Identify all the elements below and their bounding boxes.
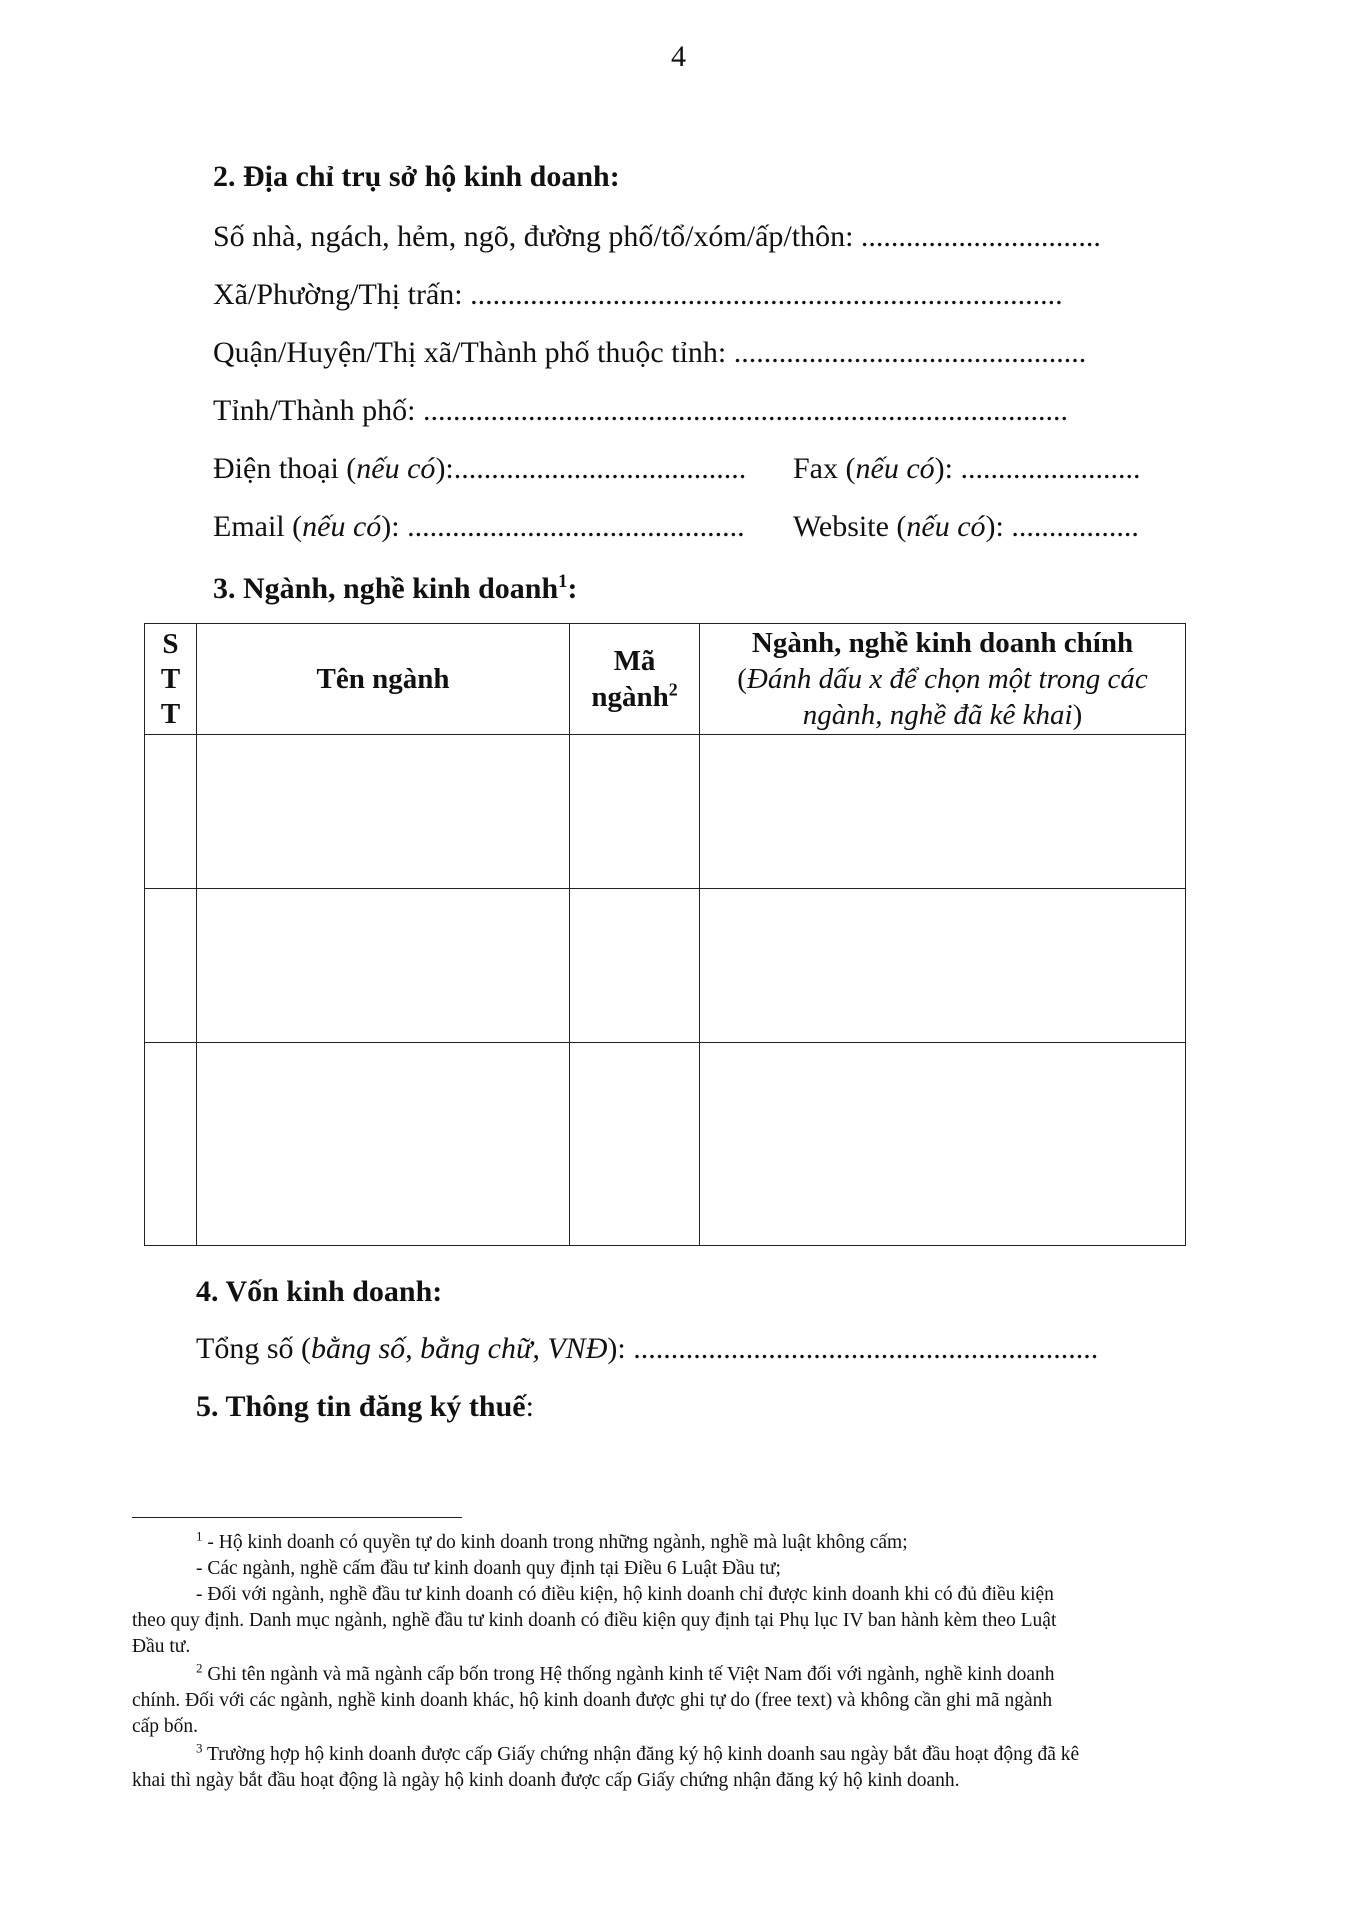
email-field[interactable]: ): ............................................. [381,510,745,543]
fax-optional: nếu có [855,452,935,485]
province-label: Tỉnh/Thành phố: [213,394,423,427]
cell-stt[interactable] [145,1043,197,1246]
footnote-1-line4: theo quy định. Danh mục ngành, nghề đầu tư kinh doanh có điều kiện quy định tại Phụ lục IV ban hành kèm theo Luật [132,1610,1057,1631]
table-row [145,889,1186,1043]
note-line2: ngành, nghề đã kê khai [802,699,1073,731]
section5-heading-text: 5. Thông tin đăng ký thuế [196,1390,526,1423]
email-label: Email ( [213,510,303,543]
footnote-ref-1[interactable]: 1 [558,571,568,592]
fax-field[interactable]: ): ........................ [934,452,1141,485]
paren-close: ) [1072,699,1083,731]
section3-heading [213,572,577,606]
cell-main[interactable] [700,889,1186,1043]
footnote-3-line1 [132,1742,1232,1768]
cell-name[interactable] [197,735,570,889]
district-label: Quận/Huyện/Thị xã/Thành phố thuộc tỉnh: [213,336,734,369]
phone-line [213,452,746,486]
ward-line [213,278,1063,312]
street-label: Số nhà, ngách, hẻm, ngõ, đường phố/tổ/xóm/ấp/thôn: [213,220,861,253]
stt-letter: T [160,697,181,730]
footnote-2-marker: 2 [196,1660,203,1676]
table-row [145,1043,1186,1246]
page-number: 4 [671,40,686,73]
stt-letter: T [160,662,181,695]
cell-stt[interactable] [145,889,197,1043]
capital-format-hint: bằng số, bằng chữ, VNĐ [311,1332,608,1365]
fax-label: Fax ( [793,452,856,485]
section4-heading: 4. Vốn kinh doanh: [196,1275,443,1308]
capital-label: Tổng số ( [196,1332,311,1365]
col-header-code-line2: ngành [591,681,669,713]
email-optional: nếu có [302,510,382,543]
col-header-main-line [700,624,1186,735]
footnote-3-marker: 3 [196,1740,203,1756]
street-line [213,220,1101,254]
district-field[interactable]: ............................................... [733,336,1087,369]
table-header-row [145,624,1186,735]
website-label: Website ( [793,510,907,543]
section3-heading-text: 3. Ngành, nghề kinh doanh [213,572,559,605]
footnote-3-line2: khai thì ngày bắt đầu hoạt động là ngày hộ kinh doanh được cấp Giấy chứng nhận đăng ký hộ kinh doanh. [132,1770,960,1791]
phone-label: Điện thoại ( [213,452,357,485]
footnote-text: Ghi tên ngành và mã ngành cấp bốn trong Hệ thống ngành kinh tế Việt Nam đối với ngành, nghề kinh doanh [202,1664,1055,1685]
cell-code[interactable] [570,1043,700,1246]
footnote-2-line1 [132,1662,1232,1688]
fax-line [793,452,1140,486]
note-line1: Đánh dấu x để chọn một trong các [746,663,1148,695]
capital-field[interactable]: .............................................................. [633,1332,1099,1365]
district-line [213,336,1086,370]
section5-heading [196,1390,534,1424]
cell-stt[interactable] [145,735,197,889]
section3-heading-colon: : [567,572,578,605]
col-header-name: Tên ngành [197,624,570,735]
phone-field[interactable]: ):....................................... [435,452,747,485]
footnote-1-line2: - Các ngành, nghề cấm đầu tư kinh doanh quy định tại Điều 6 Luật Đầu tư; [196,1558,781,1579]
phone-optional: nếu có [356,452,436,485]
col-header-stt [145,624,197,735]
province-line [213,394,1068,428]
footnote-1-marker: 1 [196,1528,203,1544]
section5-heading-colon: : [525,1390,534,1423]
col-header-code [570,624,700,735]
cell-code[interactable] [570,889,700,1043]
cell-main[interactable] [700,1043,1186,1246]
col-header-main-note-2 [700,697,1185,733]
section2-heading: 2. Địa chỉ trụ sở hộ kinh doanh: [213,160,620,193]
col-header-main-note-1 [700,661,1185,697]
stt-letter: S [162,627,179,660]
cell-main[interactable] [700,735,1186,889]
footnote-text: - Hộ kinh doanh có quyền tự do kinh doanh trong những ngành, nghề mà luật không cấm; [202,1532,908,1553]
business-lines-table [144,623,1186,1246]
website-optional: nếu có [906,510,986,543]
footnote-2-line3: cấp bốn. [132,1716,199,1737]
footnote-2-line2: chính. Đối với các ngành, nghề kinh doanh khác, hộ kinh doanh được ghi tự do (free text) và không cần ghi mã ngành [132,1690,1053,1711]
col-header-main-title: Ngành, nghề kinh doanh chính [751,627,1134,659]
cell-name[interactable] [197,1043,570,1246]
website-field[interactable]: ): ................. [985,510,1139,543]
website-line [793,510,1139,544]
ward-label: Xã/Phường/Thị trấn: [213,278,471,311]
cell-code[interactable] [570,735,700,889]
footnote-divider [132,1517,462,1518]
capital-line [196,1332,1098,1366]
footnote-1-line3: - Đối với ngành, nghề đầu tư kinh doanh có điều kiện, hộ kinh doanh chỉ được kinh doanh khi có đủ điều kiện [196,1584,1054,1605]
capital-label-end: ): [607,1332,634,1365]
province-field[interactable]: ...................................................................................... [422,394,1068,427]
paren-open: ( [737,663,747,695]
table-row [145,735,1186,889]
street-field[interactable]: ................................ [860,220,1101,253]
ward-field[interactable]: ............................................................................... [470,278,1063,311]
cell-name[interactable] [197,889,570,1043]
footnote-1-line1 [132,1530,1232,1556]
footnote-text: Trường hợp hộ kinh doanh được cấp Giấy chứng nhận đăng ký hộ kinh doanh sau ngày bắt đầu hoạt động đã kê [202,1744,1080,1765]
col-header-code-line1: Mã [613,645,656,677]
footnote-ref-2[interactable]: 2 [668,679,678,700]
footnote-1-line5: Đầu tư. [132,1636,191,1657]
email-line [213,510,745,544]
